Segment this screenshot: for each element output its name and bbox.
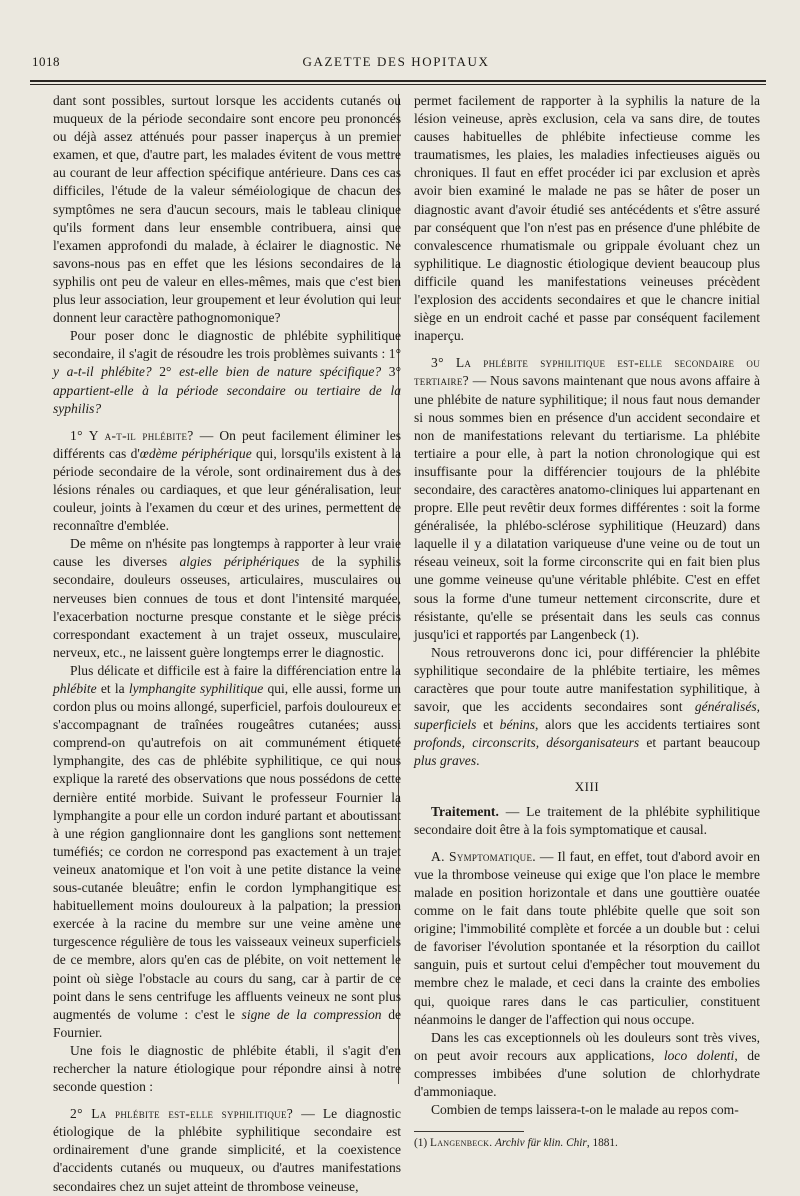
page-number: 1018 — [32, 54, 60, 69]
text-run: et partant beaucoup — [639, 735, 760, 751]
emphasis: Archiv für klin. Chir — [492, 1137, 587, 1150]
emphasis: lymphangite syphilitique — [128, 681, 264, 696]
footnote-author: Langenbeck. — [430, 1137, 493, 1150]
header-rule — [30, 80, 766, 85]
text-run: qui, elle aussi, forme un cordon plus ou moins allongé, superficiel, parfois douloureux et s'accompagnant de traînées rougeâtres cutanées; aussi comprend-on qu'autrefois on ait communément étiqueté lymphangite, des cas de phlébite syphilitique, ce qui nous explique la rareté des observations que nous possédons de cette dernière entité morbide. Suivant le professeur Fournier la lymphangite a pour elle un cordon induré partant et aboutissant à une région ganglionnaire dont les ganglions sont nettement tuméfiés; ce cordon ne correspond pas exactement à un trajet veineux anatomique et l'on voit à une petite distance la veine sous-cutanée bleuâtre; enfin le cordon lymphangitique est habituellement moins douloureux à la palpation; la pression exercée à la racine du membre sur une veine amène une turgescence régulière de tous les vaisseaux veineux superficiels de ce membre, alors qu'en cas de plébite, on voit nettement le point où siège l'obstacle au cours du sang, car à partir de ce point dans le sens centrifuge les affluents veineux ne sont plus augmentés de volume : c'est le — [53, 681, 401, 1022]
paragraph — [53, 427, 401, 536]
paragraph — [53, 327, 401, 417]
text-run: , alors que les accidents tertiaires sont — [535, 717, 760, 733]
text-run: , 1881. — [586, 1137, 618, 1150]
page-header — [32, 54, 760, 74]
text-run: . — [476, 753, 480, 769]
text-run: Dans les cas exceptionnels où les douleurs sont très vives, on peut avoir recours aux applications, — [414, 1029, 760, 1063]
text-run: , de compresses imbibées d'une solution de chlorhydrate d'ammoniaque. — [414, 1047, 760, 1099]
text-run: de Fournier. — [53, 1006, 401, 1040]
emphasis: signe de la compression — [241, 1006, 382, 1022]
text-run: — Il faut, en effet, tout d'abord avoir en vue la thrombose veineuse qui exige que l'on place le membre malade en position horizontale et dans une gouttière ouatée comme on le fait dans toute phlébite quelle que soit son origine; l'immobilité complète et forcée a un double but : celui de favoriser l'évolution spontanée et la résorption du caillot sanguin, puis et surtout celui d'empêcher tout mouvement du membre chez le malade, et ceci dans la crainte des embolies qui, quoique rares dans le cas particulier, constituent néanmoins le danger de l'affection qui nous occupe. — [414, 848, 760, 1027]
paragraph: permet facilement de rapporter à la syphilis la nature de la lésion veineuse, après exclusion, cela va sans dire, de toutes causes habituelles de phlébite infectieuse comme les traumatismes, les plaies, les maladies infectieuses aiguës ou chroniques. Il faut en effet procéder ici par exclusion et après avoir bien examiné le malade ne pas se hâter de poser un diagnostic avant d'avoir étudié ses antécédents et s'être assuré par conséquent que l'on n'est pas en présence d'une phlébite de convalescence rhumatismale ou grippale évoluant chez un syphilitique. Le diagnostic étiologique devient beaucoup plus difficile quand les manifestations veineuses précèdent l'explosion des accidents secondaires et que le chancre initial siège en un endroit caché et passe par conséquent facilement inaperçu. — [414, 93, 760, 344]
left-column — [53, 92, 401, 1196]
paragraph: Combien de temps laissera-t-on le malade au repos com- — [431, 1102, 739, 1118]
text-run: 2° — [151, 364, 180, 380]
text-run: et — [476, 717, 500, 733]
text-run: — Le traitement de la phlébite syphilitique secondaire doit être à la fois symptomatique et causal. — [414, 803, 760, 837]
paragraph — [414, 803, 760, 839]
text-run: 3° — [381, 364, 401, 380]
subsection-heading: A. Symptomatique. — [431, 848, 536, 864]
emphasis: plus graves — [414, 753, 477, 769]
paragraph — [414, 644, 760, 771]
text-run: de la syphilis secondaire, douleurs osseuses, articulaires, musculaires ou nerveuses bien connues de tous et dont l'intensité marquée, l'exacerbation nocturne presque constante et le siège précis correspondant exactement à un trajet osseux, musculaire, nerveux, etc., ne laissent guère longtemps errer le diagnostic. — [53, 554, 401, 660]
emphasis: est-elle bien de nature spécifique? — [179, 364, 382, 380]
emphasis: bénins — [499, 717, 536, 733]
section-title: Traitement. — [431, 803, 499, 819]
emphasis: loco dolenti — [663, 1047, 735, 1063]
subsection-heading: 1° Y a-t-il phlébite? — [70, 427, 194, 443]
subsection-heading: 2° La phlébite est-elle syphilitique? — [70, 1106, 294, 1122]
text-run: et la — [96, 681, 129, 696]
emphasis: phlébite — [53, 681, 97, 696]
footnote — [414, 1136, 760, 1151]
emphasis: généralisés, superficiels — [414, 699, 760, 733]
paragraph — [414, 848, 760, 1029]
text-run: — Nous savons maintenant que nous avons affaire à une phlébite de nature syphilitique; il nous faut nous demander si nous sommes bien en présence d'un accident secondaire et non de manifestations relevant du tertiarisme. La phlébite tertiaire a pour elle, à part la notion chronologique qui est insuffisante pour la différencier toujours de la phlébite secondaire, des caractères anatomo-cliniques lui appartenant en propre. Elle peut revêtir deux formes différentes : soit la forme généralisée, la phlébo-sclérose syphilitique (Heuzard) dans laquelle il y a dilatation variqueuse d'une veine ou de tout un réseau veineux, soit la forme circonscrite qui en fait bien plus une gomme veineuse qu'une véritable phlébite. C'est en effet sous la forme d'une tumeur nettement circonscrite, dure et résistante, qu'elle se présentait dans les seuls cas connus jusqu'ici et rapportés par Langenbeck (1). — [414, 373, 760, 642]
paragraph: dant sont possibles, surtout lorsque les accidents cutanés ou muqueux de la période secondaire sont encore peu prononcés ou déjà assez atténués pour passer inaperçus à un premier examen, et que, d'autre part, les malades évitent de vous mettre au courant de leur affection spécifique antérieure. Dans ces cas difficiles, l'étude de la valeur séméiologique de chacun des symptômes ne sera d'aucun secours, mais le tableau clinique qu'ils forment dans leur ensemble contribuera, ainsi que l'examen approfondi du malade, à éclairer le diagnostic. Ne savons-nous pas en effet que les lésions secondaires de la syphilis ont peu de valeur en elles-mêmes, mais que c'est bien plus leur association, leur groupement et leur évolution qui leur donnent leur caractère pathognomonique? — [53, 93, 401, 326]
text-run: De même on n'hésite pas longtemps à rapporter à leur vraie cause les diverses — [53, 536, 401, 570]
section-number: XIII — [574, 779, 600, 795]
footnote-rule — [414, 1131, 524, 1132]
paragraph — [53, 662, 401, 1042]
emphasis: y a-t-il phlébite? — [53, 364, 152, 380]
paragraph: Une fois le diagnostic de phlébite établi, il s'agit d'en rechercher la nature étiologique pour répondre ainsi à notre seconde question : — [53, 1042, 401, 1095]
paragraph — [414, 1029, 760, 1101]
right-column — [414, 92, 760, 1151]
text-run: Nous retrouverons donc ici, pour différencier la phlébite syphilitique secondaire de la phlébite tertiaire, les mêmes caractères que pour toute autre manifestation syphilitique, à savoir, que les accidents secondaires sont — [414, 644, 760, 715]
text-run: — On peut facilement éliminer les différents cas d' — [53, 427, 401, 461]
text-run: — Le diagnostic étiologique de la phlébite syphilitique secondaire est ordinairement d'une grande simplicité, et la coexistence d'accidents cutanés ou muqueux, ou d'autres manifestations secondaires chez un sujet atteint de thrombose veineuse, — [53, 1106, 401, 1194]
text-run: (1) — [414, 1137, 430, 1150]
running-title: GAZETTE DES HOPITAUX — [302, 54, 490, 69]
text-run: qui, lorsqu'ils existent à la période secondaire de la vérole, sont ordinairement dus à des lésions rénales ou cardiaques, et que leur généralisation, leur couleur, joints à l'examen du cœur et des urines, permettent de reconnaître d'emblée. — [53, 445, 401, 534]
paragraph — [414, 354, 760, 644]
paragraph — [53, 535, 401, 662]
emphasis: profonds, circonscrits, désorganisateurs — [414, 735, 640, 751]
paragraph — [53, 1105, 401, 1195]
emphasis: algies périphériques — [179, 554, 300, 570]
emphasis: œdème périphérique — [139, 445, 252, 461]
text-run: Plus délicate et difficile est à faire la différenciation entre la — [70, 662, 401, 678]
subsection-heading: 3° La phlébite syphilitique est-elle secondaire ou tertiaire? — [414, 355, 760, 389]
text-run: Pour poser donc le diagnostic de phlébite syphilitique secondaire, il s'agit de résoudre les trois problèmes suivants : 1° — [53, 328, 401, 362]
emphasis: appartient-elle à la période secondaire ou tertiaire de la syphilis? — [53, 382, 401, 416]
